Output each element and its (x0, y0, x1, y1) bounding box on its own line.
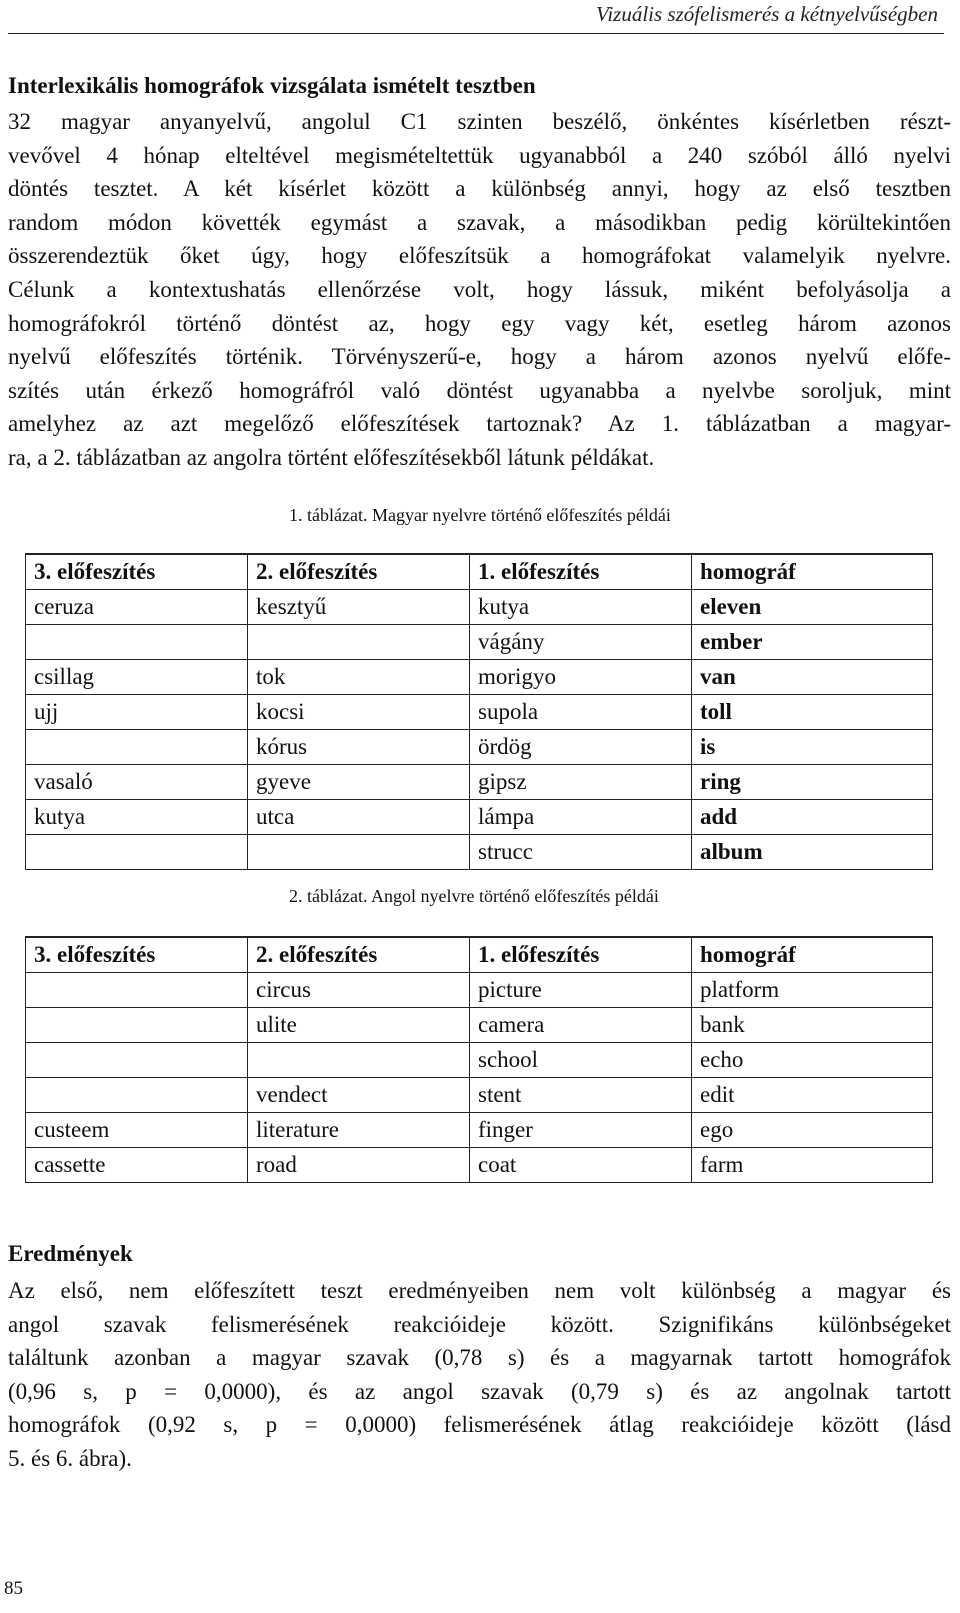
prime-cell: coat (470, 1148, 692, 1183)
homograph-cell: bank (692, 1008, 933, 1043)
prime-cell (26, 1043, 248, 1078)
homograph-cell: ring (692, 765, 933, 800)
table-row (26, 660, 933, 695)
table-row (26, 800, 933, 835)
column-header: 2. előfeszítés (248, 937, 470, 973)
prime-cell (26, 973, 248, 1008)
prime-cell: vasaló (26, 765, 248, 800)
homograph-cell: ember (692, 625, 933, 660)
prime-cell: cassette (26, 1148, 248, 1183)
column-header: homográf (692, 937, 933, 973)
text-line: amelyhez az azt megelőző előfeszítések tartoznak? Az 1. táblázatban a magyar- (8, 411, 951, 437)
text-line: Az első, nem előfeszített teszt eredményeiben nem volt különbség a magyar és (8, 1278, 951, 1303)
homograph-cell: is (692, 730, 933, 765)
running-head: Vizuális szófelismerés a kétnyelvűségben (596, 2, 938, 26)
prime-cell: supola (470, 695, 692, 730)
text-line: homográfok (0,92 s, p = 0,0000) felismerésének átlag reakcióideje között (lásd (8, 1412, 951, 1438)
homograph-cell: ego (692, 1113, 933, 1148)
column-header: 3. előfeszítés (26, 937, 248, 973)
prime-cell: kesztyű (248, 590, 470, 625)
section-title-results: Eredmények (8, 1241, 133, 1266)
table-row (26, 1008, 933, 1043)
column-header: homográf (692, 554, 933, 590)
prime-cell (26, 625, 248, 660)
homograph-cell: album (692, 835, 933, 870)
text-line: angol szavak felismerésének reakcióideje között. Szignifikáns különbségeket (8, 1311, 951, 1337)
prime-cell: morigyo (470, 660, 692, 695)
prime-cell: kutya (470, 590, 692, 625)
prime-cell (248, 835, 470, 870)
prime-cell: picture (470, 973, 692, 1008)
text-line: szítés után érkező homográfról való döntést ugyanabba a nyelvbe soroljuk, mint (8, 377, 951, 403)
prime-cell (26, 1078, 248, 1113)
table-row (26, 1148, 933, 1183)
prime-cell: school (470, 1043, 692, 1078)
table-row (26, 625, 933, 660)
prime-cell: gyeve (248, 765, 470, 800)
text-line: random módon követték egymást a szavak, a másodikban pedig körültekintően (8, 209, 951, 235)
text-line: (0,96 s, p = 0,0000), és az angol szavak (0,79 s) és az angolnak tartott (8, 1378, 951, 1404)
table2-english-priming (25, 936, 933, 1183)
column-header: 1. előfeszítés (470, 554, 692, 590)
text-line: 5. és 6. ábra). (8, 1445, 132, 1471)
prime-cell: ceruza (26, 590, 248, 625)
text-line: 32 magyar anyanyelvű, angolul C1 szinten beszélő, önkéntes kísérletben részt- (8, 109, 951, 134)
prime-cell: road (248, 1148, 470, 1183)
column-header: 2. előfeszítés (248, 554, 470, 590)
prime-cell: ulite (248, 1008, 470, 1043)
prime-cell: ördög (470, 730, 692, 765)
table2-caption: 2. táblázat. Angol nyelvre történő előfeszítés példái (289, 886, 659, 906)
prime-cell (248, 625, 470, 660)
table1-hungarian-priming (25, 553, 933, 870)
prime-cell: camera (470, 1008, 692, 1043)
prime-cell: kocsi (248, 695, 470, 730)
prime-cell: custeem (26, 1113, 248, 1148)
prime-cell: tok (248, 660, 470, 695)
homograph-cell: platform (692, 973, 933, 1008)
prime-cell: stent (470, 1078, 692, 1113)
text-line: döntés tesztet. A két kísérlet között a különbség annyi, hogy az első tesztben (8, 176, 951, 202)
table-header-row (26, 554, 933, 590)
text-line: homográfokról történő döntést az, hogy egy vagy két, esetleg három azonos (8, 310, 951, 336)
homograph-cell: toll (692, 695, 933, 730)
prime-cell: strucc (470, 835, 692, 870)
table-row (26, 765, 933, 800)
text-line: Célunk a kontextushatás ellenőrzése volt, hogy lássuk, miként befolyásolja a (8, 276, 951, 302)
column-header: 3. előfeszítés (26, 554, 248, 590)
prime-cell: kórus (248, 730, 470, 765)
homograph-cell: echo (692, 1043, 933, 1078)
table-row (26, 1043, 933, 1078)
table-row (26, 973, 933, 1008)
prime-cell (26, 730, 248, 765)
prime-cell: lámpa (470, 800, 692, 835)
table-row (26, 1113, 933, 1148)
text-line: összerendeztük őket úgy, hogy előfeszítsük a homográfokat valamelyik nyelvre. (8, 243, 951, 269)
homograph-cell: eleven (692, 590, 933, 625)
table-row (26, 695, 933, 730)
prime-cell: vágány (470, 625, 692, 660)
homograph-cell: edit (692, 1078, 933, 1113)
prime-cell: circus (248, 973, 470, 1008)
table-row (26, 730, 933, 765)
paragraph-results (8, 1274, 951, 1476)
prime-cell (26, 1008, 248, 1043)
prime-cell: utca (248, 800, 470, 835)
prime-cell: ujj (26, 695, 248, 730)
prime-cell: finger (470, 1113, 692, 1148)
homograph-cell: van (692, 660, 933, 695)
table-row (26, 835, 933, 870)
page-number: 85 (4, 1578, 23, 1599)
table-row (26, 590, 933, 625)
prime-cell: gipsz (470, 765, 692, 800)
prime-cell: kutya (26, 800, 248, 835)
table1-caption: 1. táblázat. Magyar nyelvre történő előfeszítés példái (289, 505, 671, 525)
text-line: találtunk azonban a magyar szavak (0,78 s) és a magyarnak tartott homográfok (8, 1345, 951, 1371)
table-row (26, 1078, 933, 1113)
homograph-cell: add (692, 800, 933, 835)
column-header: 1. előfeszítés (470, 937, 692, 973)
text-line: ra, a 2. táblázatban az angolra történt előfeszítésekből látunk példákat. (8, 444, 655, 470)
prime-cell: csillag (26, 660, 248, 695)
section-title-homographs: Interlexikális homográfok vizsgálata ismételt tesztben (8, 73, 536, 98)
text-line: vevővel 4 hónap elteltével megismételtettük ugyanabból a 240 szóból álló nyelvi (8, 142, 951, 168)
prime-cell (248, 1043, 470, 1078)
table-header-row (26, 937, 933, 973)
homograph-cell: farm (692, 1148, 933, 1183)
header-rule (8, 33, 944, 34)
prime-cell: vendect (248, 1078, 470, 1113)
text-line: nyelvű előfeszítés történik. Törvényszerű-e, hogy a három azonos nyelvű előfe- (8, 344, 951, 370)
prime-cell (26, 835, 248, 870)
paragraph-homographs (8, 105, 951, 475)
prime-cell: literature (248, 1113, 470, 1148)
